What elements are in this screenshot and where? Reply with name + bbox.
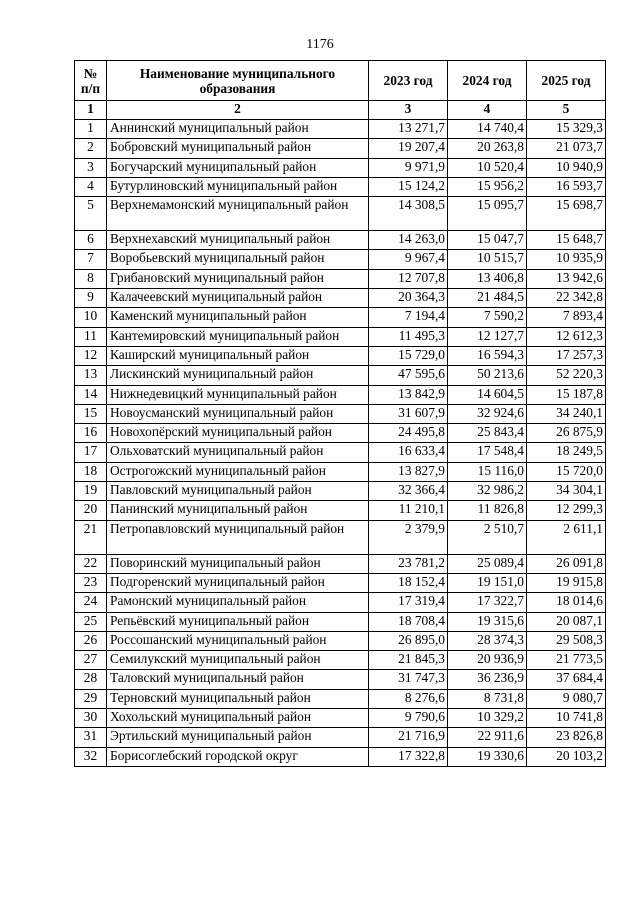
value-2025: 20 103,2 [527,747,606,766]
value-2025: 13 942,6 [527,269,606,288]
row-number: 26 [75,631,107,650]
value-2023: 21 716,9 [369,728,448,747]
row-number: 1 [75,120,107,139]
column-number-row [75,101,606,120]
page-number: 1176 [306,37,334,52]
value-2025: 10 935,9 [527,250,606,269]
value-2023: 2 379,9 [369,520,448,554]
value-2023: 23 781,2 [369,554,448,573]
value-2025: 34 304,1 [527,482,606,501]
value-2023: 17 322,8 [369,747,448,766]
row-number: 4 [75,177,107,196]
municipality-name: Подгоренский муниципальный район [107,573,369,592]
value-2025: 29 508,3 [527,631,606,650]
value-2024: 17 322,7 [448,593,527,612]
table-row [75,631,606,650]
value-2023: 15 729,0 [369,346,448,365]
value-2025: 15 698,7 [527,197,606,231]
value-2024: 15 047,7 [448,231,527,250]
header-num: № п/п [75,61,107,101]
row-number: 32 [75,747,107,766]
municipality-name: Борисоглебский городской округ [107,747,369,766]
column-number: 3 [369,101,448,120]
table-row [75,443,606,462]
table-row [75,289,606,308]
row-number: 20 [75,501,107,520]
value-2025: 15 187,8 [527,385,606,404]
value-2025: 10 940,9 [527,158,606,177]
municipality-name: Кантемировский муниципальный район [107,327,369,346]
table-row [75,554,606,573]
municipality-name: Ольховатский муниципальный район [107,443,369,462]
value-2023: 18 152,4 [369,573,448,592]
table-row [75,269,606,288]
value-2023: 8 276,6 [369,689,448,708]
row-number: 9 [75,289,107,308]
value-2023: 13 271,7 [369,120,448,139]
value-2025: 23 826,8 [527,728,606,747]
value-2023: 21 845,3 [369,651,448,670]
row-number: 27 [75,651,107,670]
table-row [75,346,606,365]
header-name: Наименование муниципального образования [107,61,369,101]
row-number: 13 [75,366,107,385]
municipality-name: Петропавловский муниципальный район [107,520,369,554]
value-2024: 25 843,4 [448,424,527,443]
value-2025: 15 648,7 [527,231,606,250]
municipality-name: Эртильский муниципальный район [107,728,369,747]
value-2024: 8 731,8 [448,689,527,708]
row-number: 30 [75,709,107,728]
value-2024: 20 263,8 [448,139,527,158]
municipality-name: Калачеевский муниципальный район [107,289,369,308]
value-2024: 13 406,8 [448,269,527,288]
municipality-name: Панинский муниципальный район [107,501,369,520]
row-number: 10 [75,308,107,327]
value-2025: 21 073,7 [527,139,606,158]
row-number: 25 [75,612,107,631]
row-number: 16 [75,424,107,443]
value-2024: 19 315,6 [448,612,527,631]
municipality-name: Хохольский муниципальный район [107,709,369,728]
table-row [75,593,606,612]
header-2023: 2023 год [369,61,448,101]
value-2023: 16 633,4 [369,443,448,462]
row-number: 28 [75,670,107,689]
table-row [75,709,606,728]
value-2024: 2 510,7 [448,520,527,554]
municipality-name: Бобровский муниципальный район [107,139,369,158]
table-row [75,158,606,177]
value-2023: 9 971,9 [369,158,448,177]
table-row [75,385,606,404]
municipality-name: Верхнехавский муниципальный район [107,231,369,250]
value-2023: 9 790,6 [369,709,448,728]
value-2024: 17 548,4 [448,443,527,462]
value-2025: 10 741,8 [527,709,606,728]
value-2024: 32 986,2 [448,482,527,501]
table-row [75,482,606,501]
table-row [75,327,606,346]
row-number: 18 [75,462,107,481]
header-2024: 2024 год [448,61,527,101]
value-2023: 11 495,3 [369,327,448,346]
value-2023: 9 967,4 [369,250,448,269]
value-2025: 18 249,5 [527,443,606,462]
municipality-name: Лискинский муниципальный район [107,366,369,385]
municipality-name: Богучарский муниципальный район [107,158,369,177]
value-2024: 7 590,2 [448,308,527,327]
value-2024: 36 236,9 [448,670,527,689]
value-2024: 16 594,3 [448,346,527,365]
table-row [75,501,606,520]
municipality-name: Каменский муниципальный район [107,308,369,327]
column-number: 1 [75,101,107,120]
municipality-name: Верхнемамонский муниципальный район [107,197,369,231]
value-2024: 14 740,4 [448,120,527,139]
row-number: 21 [75,520,107,554]
table-row [75,424,606,443]
value-2025: 9 080,7 [527,689,606,708]
value-2023: 26 895,0 [369,631,448,650]
value-2025: 7 893,4 [527,308,606,327]
table-row [75,747,606,766]
table-row [75,139,606,158]
value-2024: 11 826,8 [448,501,527,520]
value-2024: 15 095,7 [448,197,527,231]
value-2025: 37 684,4 [527,670,606,689]
row-number: 22 [75,554,107,573]
value-2024: 28 374,3 [448,631,527,650]
value-2023: 11 210,1 [369,501,448,520]
municipality-name: Репьёвский муниципальный район [107,612,369,631]
value-2025: 52 220,3 [527,366,606,385]
municipality-name: Каширский муниципальный район [107,346,369,365]
row-number: 31 [75,728,107,747]
budget-table [74,60,606,767]
row-number: 7 [75,250,107,269]
value-2023: 19 207,4 [369,139,448,158]
value-2023: 14 308,5 [369,197,448,231]
value-2024: 12 127,7 [448,327,527,346]
municipality-name: Новоусманский муниципальный район [107,404,369,423]
municipality-name: Бутурлиновский муниципальный район [107,177,369,196]
municipality-name: Рамонский муниципальный район [107,593,369,612]
table-row [75,520,606,554]
row-number: 17 [75,443,107,462]
value-2023: 24 495,8 [369,424,448,443]
municipality-name: Россошанский муниципальный район [107,631,369,650]
column-number: 2 [107,101,369,120]
value-2024: 21 484,5 [448,289,527,308]
table-row [75,670,606,689]
value-2024: 22 911,6 [448,728,527,747]
row-number: 24 [75,593,107,612]
value-2023: 31 607,9 [369,404,448,423]
table-row [75,366,606,385]
municipality-name: Нижнедевицкий муниципальный район [107,385,369,404]
value-2025: 18 014,6 [527,593,606,612]
row-number: 29 [75,689,107,708]
table-row [75,728,606,747]
value-2023: 7 194,4 [369,308,448,327]
value-2025: 26 875,9 [527,424,606,443]
value-2025: 16 593,7 [527,177,606,196]
table-row [75,404,606,423]
table-row [75,177,606,196]
value-2024: 19 151,0 [448,573,527,592]
table-header-row [75,61,606,101]
row-number: 12 [75,346,107,365]
value-2024: 50 213,6 [448,366,527,385]
table-row [75,197,606,231]
value-2025: 34 240,1 [527,404,606,423]
row-number: 5 [75,197,107,231]
value-2024: 20 936,9 [448,651,527,670]
value-2024: 32 924,6 [448,404,527,423]
value-2024: 14 604,5 [448,385,527,404]
value-2023: 17 319,4 [369,593,448,612]
row-number: 11 [75,327,107,346]
municipality-name: Острогожский муниципальный район [107,462,369,481]
municipality-name: Аннинский муниципальный район [107,120,369,139]
value-2025: 19 915,8 [527,573,606,592]
row-number: 2 [75,139,107,158]
value-2023: 32 366,4 [369,482,448,501]
value-2025: 15 720,0 [527,462,606,481]
value-2025: 21 773,5 [527,651,606,670]
row-number: 15 [75,404,107,423]
value-2025: 2 611,1 [527,520,606,554]
value-2023: 20 364,3 [369,289,448,308]
municipality-name: Воробьевский муниципальный район [107,250,369,269]
value-2025: 17 257,3 [527,346,606,365]
table-row [75,120,606,139]
value-2023: 13 827,9 [369,462,448,481]
table-row [75,612,606,631]
value-2025: 12 612,3 [527,327,606,346]
municipality-name: Грибановский муниципальный район [107,269,369,288]
row-number: 8 [75,269,107,288]
value-2023: 15 124,2 [369,177,448,196]
table-row [75,651,606,670]
header-2025: 2025 год [527,61,606,101]
row-number: 6 [75,231,107,250]
municipality-name: Новохопёрский муниципальный район [107,424,369,443]
value-2024: 10 515,7 [448,250,527,269]
value-2023: 31 747,3 [369,670,448,689]
value-2025: 22 342,8 [527,289,606,308]
value-2024: 10 329,2 [448,709,527,728]
table-row [75,462,606,481]
table-row [75,308,606,327]
table-body [75,120,606,767]
value-2023: 12 707,8 [369,269,448,288]
value-2023: 14 263,0 [369,231,448,250]
column-number: 5 [527,101,606,120]
municipality-name: Терновский муниципальный район [107,689,369,708]
municipality-name: Павловский муниципальный район [107,482,369,501]
table-row [75,231,606,250]
table-row [75,573,606,592]
value-2023: 47 595,6 [369,366,448,385]
value-2025: 26 091,8 [527,554,606,573]
row-number: 19 [75,482,107,501]
municipality-name: Семилукский муниципальный район [107,651,369,670]
value-2024: 10 520,4 [448,158,527,177]
value-2024: 19 330,6 [448,747,527,766]
table-row [75,689,606,708]
value-2023: 13 842,9 [369,385,448,404]
value-2024: 15 956,2 [448,177,527,196]
row-number: 23 [75,573,107,592]
row-number: 3 [75,158,107,177]
value-2023: 18 708,4 [369,612,448,631]
value-2025: 12 299,3 [527,501,606,520]
municipality-name: Поворинский муниципальный район [107,554,369,573]
municipality-name: Таловский муниципальный район [107,670,369,689]
row-number: 14 [75,385,107,404]
value-2025: 20 087,1 [527,612,606,631]
table-row [75,250,606,269]
value-2025: 15 329,3 [527,120,606,139]
column-number: 4 [448,101,527,120]
value-2024: 15 116,0 [448,462,527,481]
value-2024: 25 089,4 [448,554,527,573]
